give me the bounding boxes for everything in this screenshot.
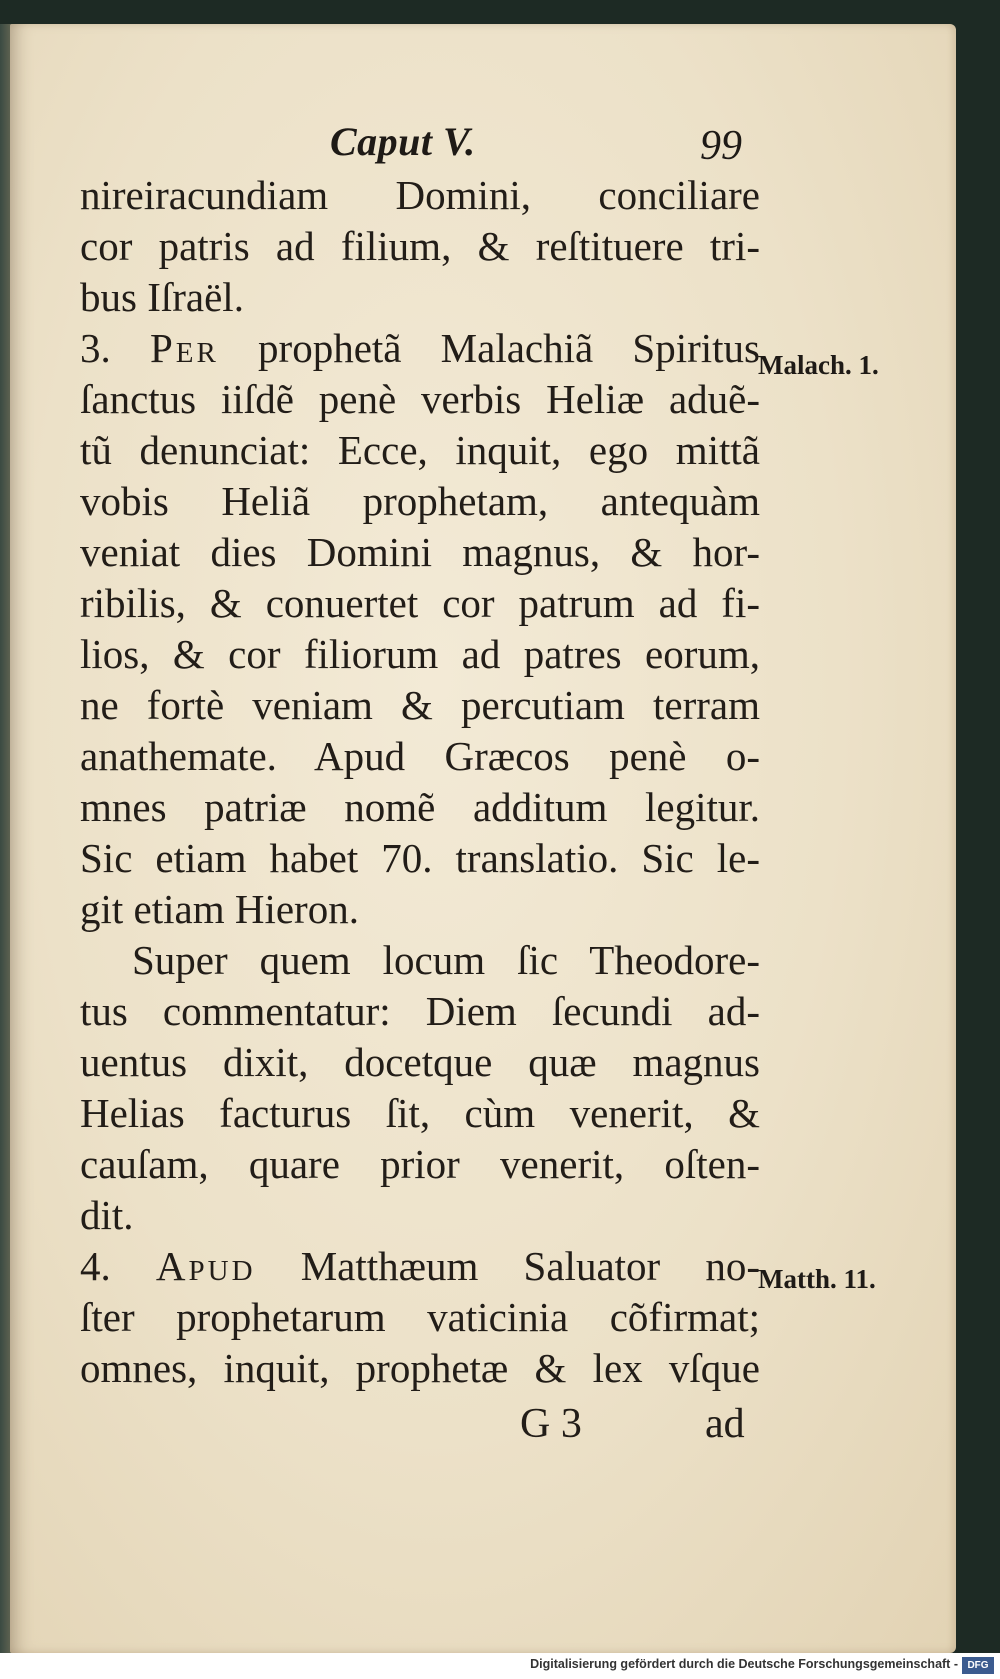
- chapter-title: Caput V.: [330, 119, 476, 164]
- section-line-rest: Matthæum Saluator no-: [255, 1243, 760, 1289]
- dfg-logo: DFG: [962, 1657, 994, 1674]
- text-line: ſter prophetarum vaticinia cõfirmat;: [80, 1294, 760, 1340]
- text-line: ne fortè veniam & percutiam terram: [80, 682, 760, 728]
- text-line: nireiracundiam Domini, conciliare: [80, 172, 760, 218]
- text-line: git etiam Hieron.: [80, 886, 359, 932]
- text-line: omnes, inquit, prophetæ & lex vſque: [80, 1345, 760, 1391]
- text-line: Helias facturus ſit, cùm venerit, &: [80, 1090, 760, 1136]
- text-line: ribilis, & conuertet cor patrum ad fi-: [80, 580, 760, 626]
- text-line: anathemate. Apud Græcos penè o-: [80, 733, 760, 779]
- text-line: bus Iſraël.: [80, 274, 244, 320]
- text-line: dit.: [80, 1192, 134, 1238]
- digitization-footer: [0, 1653, 1000, 1679]
- signature-mark: G 3: [520, 1401, 582, 1447]
- section-initial-word: Apud: [155, 1243, 256, 1289]
- text-line: cor patris ad filium, & reſtituere tri-: [80, 223, 760, 269]
- section-number: 4.: [80, 1243, 156, 1289]
- text-line: mnes patriæ nomẽ additum legitur.: [80, 784, 760, 830]
- body-text: [80, 170, 760, 1394]
- text-line: lios, & cor filiorum ad patres eorum,: [80, 631, 760, 677]
- margin-note-matthew: Matth. 11.: [758, 1264, 876, 1294]
- text-line: Super quem locum ſic Theodore-: [132, 937, 760, 983]
- running-head: [0, 118, 1000, 168]
- text-line: vobis Heliã prophetam, antequàm: [80, 478, 760, 524]
- text-line: tus commentatur: Diem ſecundi ad-: [80, 988, 760, 1034]
- section-initial-word: Per: [149, 325, 219, 371]
- text-line: veniat dies Domini magnus, & hor-: [80, 529, 760, 575]
- text-line: Sic etiam habet 70. translatio. Sic le-: [80, 835, 760, 881]
- text-line-section-3: [80, 323, 760, 374]
- funding-credit: Digitalisierung gefördert durch die Deutsche Forschungsgemeinschaft -: [530, 1657, 958, 1671]
- section-line-rest: prophetã Malachiã Spiritus: [218, 325, 761, 371]
- text-line: tũ denunciat: Ecce, inquit, ego mittã: [80, 427, 760, 473]
- catchline: [0, 1400, 1000, 1456]
- page-number: 99: [700, 123, 742, 169]
- catchword: ad: [705, 1401, 745, 1447]
- text-line: ſanctus iiſdẽ penè verbis Heliæ aduẽ-: [80, 376, 760, 422]
- section-number: 3.: [80, 325, 150, 371]
- text-line: cauſam, quare prior venerit, oſten-: [80, 1141, 760, 1187]
- margin-note-malachi: Malach. 1.: [758, 350, 879, 380]
- text-line-section-4: [80, 1241, 760, 1292]
- text-line: uentus dixit, docetque quæ magnus: [80, 1039, 760, 1085]
